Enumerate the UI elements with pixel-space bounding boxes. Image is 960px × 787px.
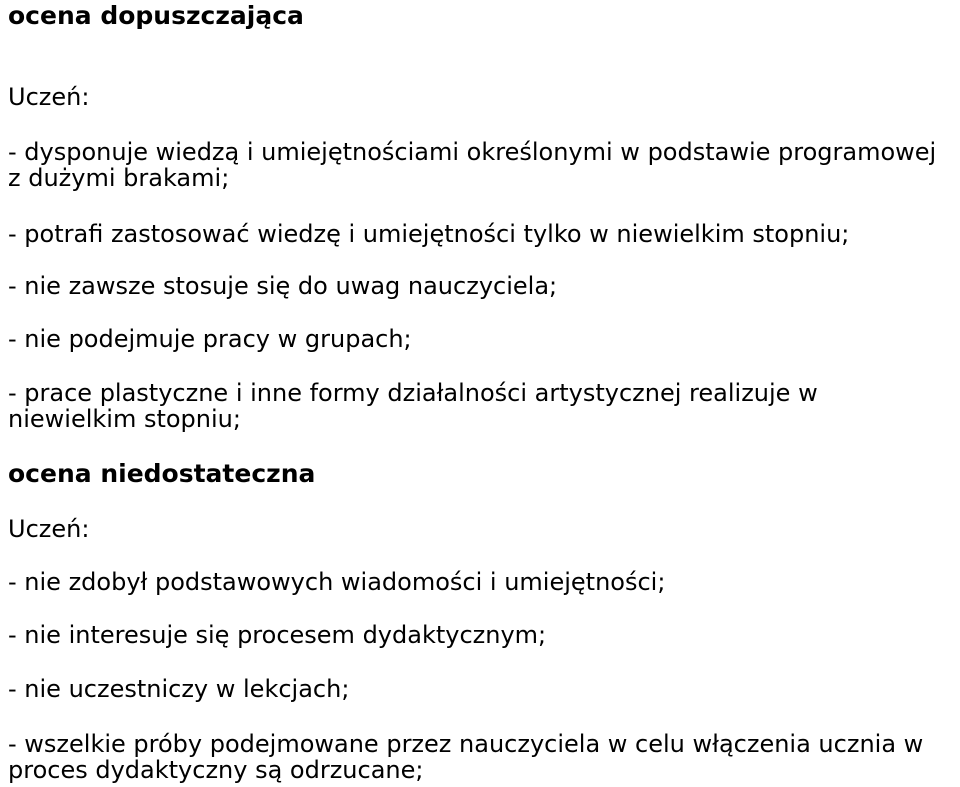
list-item: - nie interesuje się procesem dydaktycznym; [8, 621, 547, 649]
list-item: - potrafi zastosować wiedzę i umiejętności tylko w niewielkim stopniu; [8, 220, 850, 248]
section-heading-niedostateczna: ocena niedostateczna [8, 459, 316, 488]
list-item: - nie uczestniczy w lekcjach; [8, 675, 350, 703]
list-item: - dysponuje wiedzą i umiejętnościami określonymi w podstawie programowej z dużymi brakami; [8, 138, 937, 192]
section-heading-dopuszczajaca: ocena dopuszczająca [8, 1, 304, 30]
list-item: - prace plastyczne i inne formy działalności artystycznej realizuje w niewielkim stopniu; [8, 379, 818, 433]
list-item: - nie zdobył podstawowych wiadomości i umiejętności; [8, 568, 666, 596]
section-intro: Uczeń: [8, 83, 90, 111]
list-item: - nie zawsze stosuje się do uwag nauczyciela; [8, 272, 558, 300]
list-item: - wszelkie próby podejmowane przez nauczyciela w celu włączenia ucznia w proces dydaktyczny są odrzucane; [8, 730, 924, 784]
list-item: - nie podejmuje pracy w grupach; [8, 325, 412, 353]
section-intro: Uczeń: [8, 515, 90, 543]
